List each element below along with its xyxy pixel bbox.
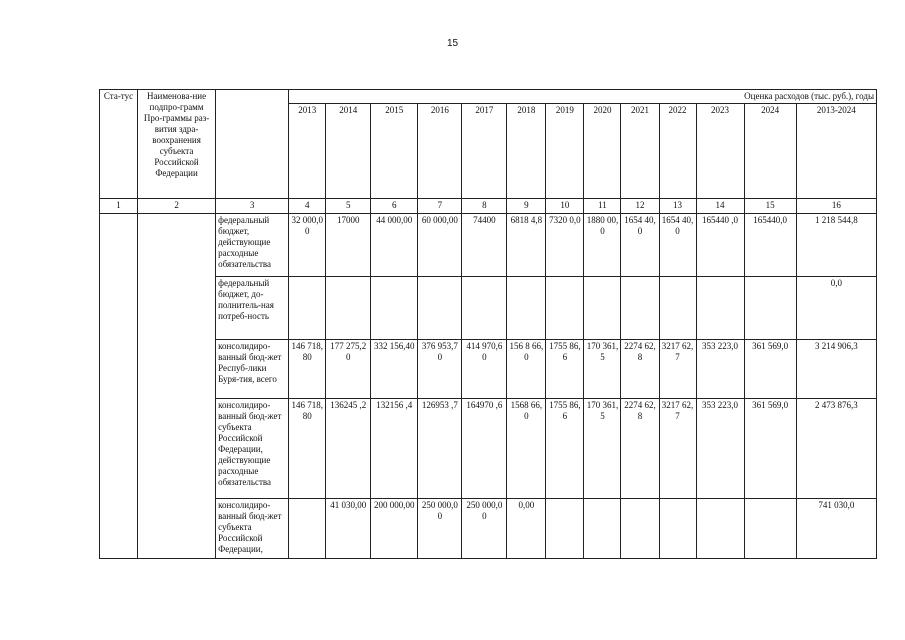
value-cell: 2274 62,8 bbox=[621, 340, 659, 399]
value-cell: 1568 66,0 bbox=[507, 399, 546, 499]
value-cell bbox=[546, 277, 584, 340]
column-number: 3 bbox=[216, 199, 289, 214]
value-cell bbox=[696, 277, 744, 340]
column-number: 7 bbox=[418, 199, 462, 214]
column-number: 11 bbox=[584, 199, 621, 214]
value-cell: 2274 62,8 bbox=[621, 399, 659, 499]
value-cell: 250 000,00 bbox=[462, 499, 507, 559]
value-cell: 74400 bbox=[462, 214, 507, 277]
total-cell: 2 473 876,3 bbox=[796, 399, 876, 499]
year-header: 2015 bbox=[371, 104, 418, 199]
value-cell: 60 000,00 bbox=[418, 214, 462, 277]
table-row bbox=[100, 399, 877, 499]
value-cell: 132156 ,4 bbox=[371, 399, 418, 499]
value-cell bbox=[696, 499, 744, 559]
year-header: 2018 bbox=[507, 104, 546, 199]
value-cell bbox=[584, 277, 621, 340]
value-cell: 1880 00,0 bbox=[584, 214, 621, 277]
value-cell bbox=[289, 277, 326, 340]
value-cell: 146 718,80 bbox=[289, 340, 326, 399]
value-cell: 1755 86,6 bbox=[546, 399, 584, 499]
column-number: 1 bbox=[100, 199, 138, 214]
value-cell: 165440 ,0 bbox=[696, 214, 744, 277]
year-header: 2019 bbox=[546, 104, 584, 199]
subprogram-name-header: Наименова-ние подпро-грамм Про-граммы раз-вития здра-воохранения субъекта Российской Федерации bbox=[138, 90, 216, 199]
year-header: 2016 bbox=[418, 104, 462, 199]
column-number: 16 bbox=[796, 199, 876, 214]
value-cell: 250 000,00 bbox=[418, 499, 462, 559]
table-row bbox=[100, 277, 877, 340]
value-cell bbox=[659, 277, 696, 340]
value-cell: 177 275,20 bbox=[326, 340, 371, 399]
table-row bbox=[100, 499, 877, 559]
year-header: 2020 bbox=[584, 104, 621, 199]
value-cell: 32 000,00 bbox=[289, 214, 326, 277]
column-number-row bbox=[100, 199, 877, 214]
value-cell: 146 718,80 bbox=[289, 399, 326, 499]
value-cell: 136245 ,2 bbox=[326, 399, 371, 499]
column-number: 8 bbox=[462, 199, 507, 214]
funding-source-cell: федеральный бюджет, до-полнитель-ная потреб-ность bbox=[216, 277, 289, 340]
value-cell: 353 223,0 bbox=[696, 399, 744, 499]
status-cell bbox=[100, 214, 138, 559]
value-cell bbox=[621, 277, 659, 340]
column-number: 13 bbox=[659, 199, 696, 214]
source-header bbox=[216, 90, 289, 199]
value-cell: 376 953,70 bbox=[418, 340, 462, 399]
value-cell bbox=[744, 277, 796, 340]
value-cell: 1755 86,6 bbox=[546, 340, 584, 399]
total-cell: 741 030,0 bbox=[796, 499, 876, 559]
value-cell: 361 569,0 bbox=[744, 340, 796, 399]
header-row-top bbox=[100, 90, 877, 104]
column-number: 9 bbox=[507, 199, 546, 214]
value-cell: 41 030,00 bbox=[326, 499, 371, 559]
funding-source-cell: консолидиро-ванный бюд-жет субъекта Российской Федерации, bbox=[216, 499, 289, 559]
year-header: 2024 bbox=[744, 104, 796, 199]
column-number: 5 bbox=[326, 199, 371, 214]
value-cell: 353 223,0 bbox=[696, 340, 744, 399]
budget-table bbox=[99, 89, 877, 559]
value-cell: 1654 40,0 bbox=[621, 214, 659, 277]
column-number: 10 bbox=[546, 199, 584, 214]
total-cell: 3 214 906,3 bbox=[796, 340, 876, 399]
value-cell: 0,00 bbox=[507, 499, 546, 559]
column-number: 12 bbox=[621, 199, 659, 214]
value-cell: 414 970,60 bbox=[462, 340, 507, 399]
column-number: 2 bbox=[138, 199, 216, 214]
column-number: 15 bbox=[744, 199, 796, 214]
year-header: 2014 bbox=[326, 104, 371, 199]
value-cell: 6818 4,8 bbox=[507, 214, 546, 277]
value-cell: 17000 bbox=[326, 214, 371, 277]
value-cell bbox=[621, 499, 659, 559]
table-row bbox=[100, 214, 877, 277]
value-cell bbox=[418, 277, 462, 340]
value-cell bbox=[507, 277, 546, 340]
column-number: 6 bbox=[371, 199, 418, 214]
value-cell: 165440,0 bbox=[744, 214, 796, 277]
value-cell bbox=[744, 499, 796, 559]
value-cell: 1654 40,0 bbox=[659, 214, 696, 277]
subprogram-cell bbox=[138, 214, 216, 559]
total-cell: 0,0 bbox=[796, 277, 876, 340]
value-cell: 3217 62,7 bbox=[659, 399, 696, 499]
value-cell: 7320 0,0 bbox=[546, 214, 584, 277]
table-row bbox=[100, 340, 877, 399]
funding-source-cell: консолидиро-ванный бюд-жет Респуб-лики Буря-тия, всего bbox=[216, 340, 289, 399]
total-cell: 1 218 544,8 bbox=[796, 214, 876, 277]
value-cell: 3217 62,7 bbox=[659, 340, 696, 399]
funding-source-cell: федеральный бюджет, действующие расходные обязательства bbox=[216, 214, 289, 277]
value-cell: 200 000,00 bbox=[371, 499, 418, 559]
value-cell: 170 361,5 bbox=[584, 399, 621, 499]
funding-source-cell: консолидиро-ванный бюд-жет субъекта Российской Федерации, действующие расходные обязательства bbox=[216, 399, 289, 499]
value-cell bbox=[371, 277, 418, 340]
year-header: 2021 bbox=[621, 104, 659, 199]
value-cell bbox=[584, 499, 621, 559]
value-cell: 361 569,0 bbox=[744, 399, 796, 499]
value-cell: 164970 ,6 bbox=[462, 399, 507, 499]
year-header: 2013-2024 bbox=[796, 104, 876, 199]
year-header: 2022 bbox=[659, 104, 696, 199]
year-header: 2017 bbox=[462, 104, 507, 199]
column-number: 4 bbox=[289, 199, 326, 214]
column-number: 14 bbox=[696, 199, 744, 214]
value-cell bbox=[326, 277, 371, 340]
value-cell bbox=[462, 277, 507, 340]
value-cell bbox=[659, 499, 696, 559]
status-header: Ста-тус bbox=[100, 90, 138, 199]
value-cell bbox=[546, 499, 584, 559]
value-cell: 156 8 66,0 bbox=[507, 340, 546, 399]
value-cell: 44 000,00 bbox=[371, 214, 418, 277]
value-cell: 332 156,40 bbox=[371, 340, 418, 399]
value-cell: 126953 ,7 bbox=[418, 399, 462, 499]
page-number: 15 bbox=[446, 38, 459, 49]
estimate-title: Оценка расходов (тыс. руб.), годы bbox=[289, 90, 877, 104]
year-header: 2013 bbox=[289, 104, 326, 199]
year-header: 2023 bbox=[696, 104, 744, 199]
value-cell bbox=[289, 499, 326, 559]
value-cell: 170 361,5 bbox=[584, 340, 621, 399]
